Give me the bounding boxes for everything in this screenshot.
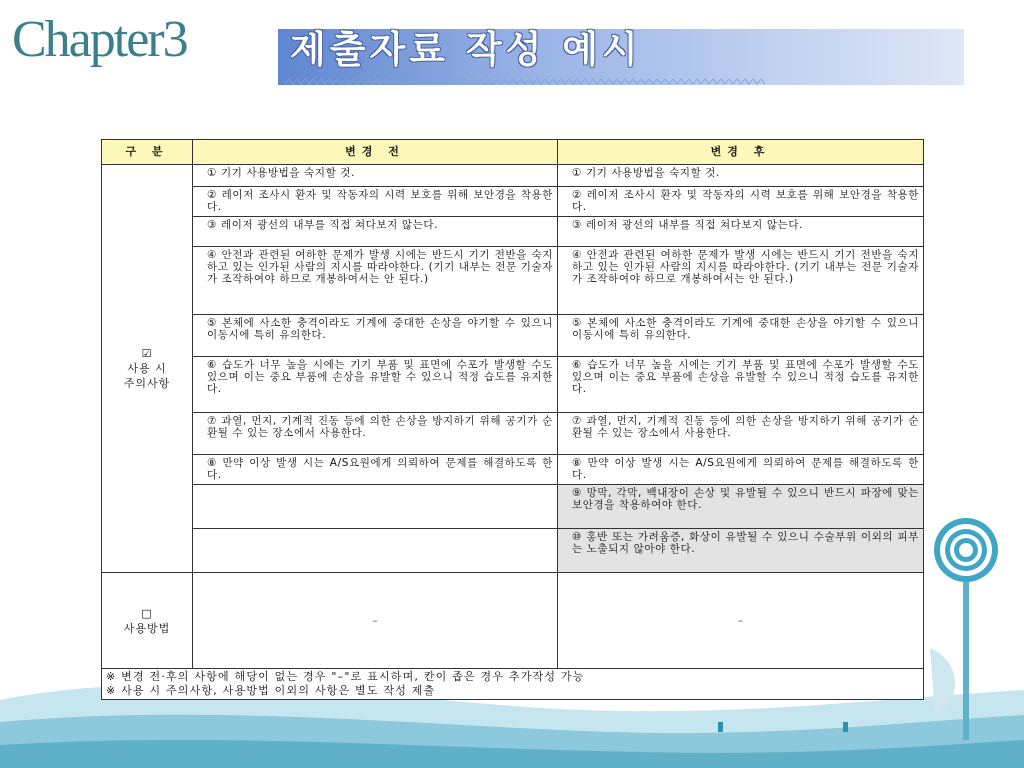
chapter-label: Chapter3 (12, 11, 187, 68)
item-text: 레이저 조사시 환자 및 작동자의 시력 보호를 위해 보안경을 착용한다. (572, 189, 919, 213)
checkbox-checked-icon: ☑ (141, 347, 153, 360)
item-number: ① (207, 167, 218, 179)
table-header-row (102, 140, 924, 165)
before-cell-empty (193, 529, 558, 573)
table-row (102, 217, 924, 247)
item-text: 망막, 각막, 백내장이 손상 및 유발될 수 있으니 반드시 파장에 맞는 보안경을 착용하여야 한다. (572, 487, 920, 511)
header-category: 구 분 (102, 140, 193, 165)
item-text: 습도가 너무 높을 시에는 기기 부품 및 표면에 수포가 발생할 수도 있으며 이는 중요 부품에 손상을 유발할 수 있으니 적정 습도를 유지한다. (207, 359, 554, 395)
item-number: ① (572, 167, 583, 179)
item-number: ③ (572, 219, 583, 231)
item-text: 레이저 광선의 내부를 직접 쳐다보지 않는다. (586, 219, 804, 231)
after-cell (558, 217, 924, 247)
item-number: ⑧ (572, 457, 584, 469)
item-number: ⑧ (207, 457, 219, 469)
item-number: ④ (572, 249, 583, 261)
item-number: ③ (207, 219, 218, 231)
item-text: 본체에 사소한 충격이라도 기계에 중대한 손상을 야기할 수 있으니 이동시에 특히 유의한다. (572, 317, 920, 341)
item-text: 레이저 광선의 내부를 직접 쳐다보지 않는다. (221, 219, 439, 231)
before-cell (193, 455, 558, 485)
table-row (102, 529, 924, 573)
after-cell (558, 187, 924, 217)
item-number: ⑩ (572, 531, 583, 543)
item-text: 본체에 사소한 충격이라도 기계에 중대한 손상을 야기할 수 있으니 이동시에 특히 유의한다. (207, 317, 553, 341)
usage-after-cell: – (558, 573, 924, 669)
table-row (102, 187, 924, 217)
after-cell (558, 529, 924, 573)
table-row (102, 357, 924, 413)
table-row (102, 485, 924, 529)
item-text: 안전과 관련된 여하한 문제가 발생 시에는 반드시 기기 전반을 숙지하고 있는 인가된 사람의 지시를 따라야한다. (기기 내부는 전문 기술자가 조작하여야 하므로 개봉하여서는 안 된다.) (207, 249, 554, 285)
item-number: ⑥ (207, 359, 219, 371)
checkbox-empty-icon: □ (141, 606, 153, 620)
before-cell (193, 217, 558, 247)
after-cell (558, 315, 924, 357)
item-number: ⑦ (207, 415, 218, 427)
category-label: 사용방법 (123, 621, 171, 635)
item-number: ⑨ (572, 487, 583, 499)
item-text: 안전과 관련된 여하한 문제가 발생 시에는 반드시 기기 전반을 숙지하고 있는 인가된 사람의 지시를 따라야한다. (기기 내부는 전문 기술자가 조작하여야 하므로 개봉하여서는 안 된다.) (572, 249, 919, 285)
item-text: 만약 이상 발생 시는 A/S요원에게 의뢰하여 문제를 해결하도록 한다. (207, 457, 554, 481)
item-text: 과열, 먼지, 기계적 진동 등에 의한 손상을 방지하기 위해 공기가 순환될 수 있는 장소에서 사용한다. (572, 415, 920, 439)
post-stick (963, 560, 969, 740)
after-cell (558, 455, 924, 485)
category-cell-precautions (102, 165, 193, 573)
notes-row (102, 669, 924, 700)
item-number: ② (207, 189, 218, 201)
header-before: 변경 전 (193, 140, 558, 165)
item-text: 레이저 조사시 환자 및 작동자의 시력 보호를 위해 보안경을 착용한다. (207, 189, 554, 213)
item-number: ⑥ (572, 359, 584, 371)
item-text: 만약 이상 발생 시는 A/S요원에게 의뢰하여 문제를 해결하도록 한다. (572, 457, 920, 481)
item-text: 과열, 먼지, 기계적 진동 등에 의한 손상을 방지하기 위해 공기가 순환될 수 있는 장소에서 사용한다. (207, 415, 553, 439)
after-cell (558, 247, 924, 315)
before-cell (193, 247, 558, 315)
table-row (102, 315, 924, 357)
usage-before-cell: – (193, 573, 558, 669)
after-cell (558, 413, 924, 455)
tick-mark (718, 722, 723, 732)
table-row (102, 413, 924, 455)
after-cell (558, 357, 924, 413)
before-cell (193, 165, 558, 187)
item-text: 기기 사용방법을 숙지할 것. (221, 167, 355, 179)
before-cell (193, 315, 558, 357)
item-number: ② (572, 189, 583, 201)
category-label: 사용 시 (127, 362, 167, 375)
comparison-table (101, 139, 924, 700)
target-circle-icon (934, 518, 998, 582)
item-text: 습도가 너무 높을 시에는 기기 부품 및 표면에 수포가 발생할 수도 있으며 이는 중요 부품에 손상을 유발할 수 있으니 적정 습도를 유지한다. (572, 359, 919, 395)
zigzag-underline (285, 78, 765, 86)
before-cell (193, 187, 558, 217)
category-cell-usage (102, 573, 193, 669)
item-number: ⑤ (207, 317, 219, 329)
item-text: 기기 사용방법을 숙지할 것. (586, 167, 720, 179)
table-row (102, 165, 924, 187)
tick-mark (843, 722, 848, 732)
header-after: 변경 후 (558, 140, 924, 165)
note-line: ※ 사용 시 주의사항, 사용방법 이외의 사항은 별도 작성 제출 (106, 684, 436, 697)
item-number: ⑦ (572, 415, 583, 427)
item-number: ④ (207, 249, 218, 261)
before-cell (193, 413, 558, 455)
category-label: 주의사항 (123, 377, 171, 390)
page-title: 제출자료 작성 예시 (290, 28, 642, 71)
after-cell (558, 485, 924, 529)
before-cell (193, 357, 558, 413)
notes-cell (102, 669, 924, 700)
item-number: ⑤ (572, 317, 584, 329)
table-row (102, 247, 924, 315)
after-cell (558, 165, 924, 187)
note-line: ※ 변경 전·후의 사항에 해당이 없는 경우 "–"로 표시하며, 칸이 좁은 경우 추가작성 가능 (106, 670, 585, 683)
table-row (102, 573, 924, 669)
before-cell-empty (193, 485, 558, 529)
table-row (102, 455, 924, 485)
item-text: 홍반 또는 가려움증, 화상이 유발될 수 있으니 수술부위 이외의 피부는 노출되지 않아야 한다. (572, 531, 920, 555)
